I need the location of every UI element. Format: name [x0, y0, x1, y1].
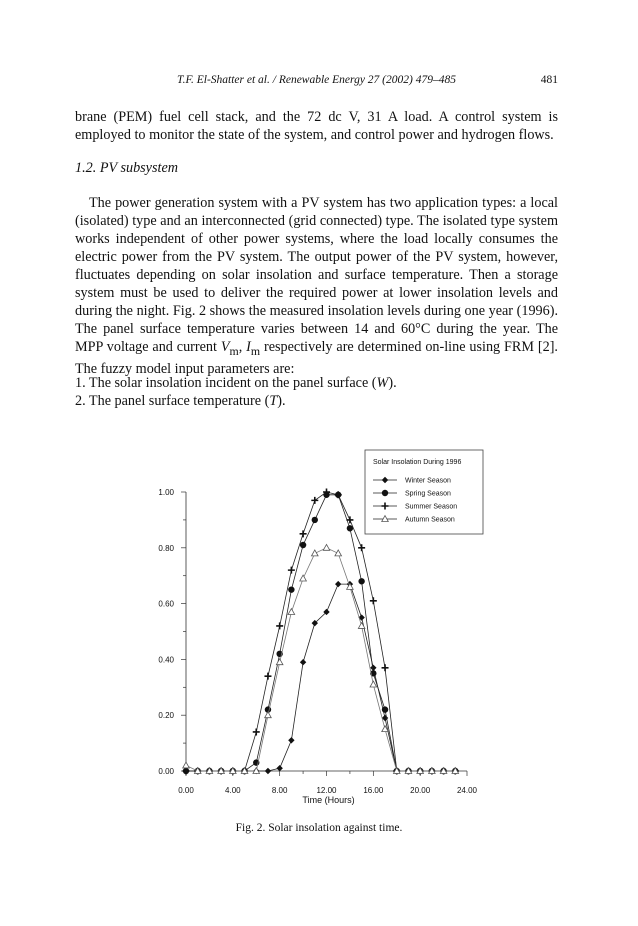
im-subscript: m: [250, 343, 261, 358]
data-point-plus: [335, 491, 342, 498]
legend-entry: Winter Season: [405, 477, 451, 485]
list-item: [75, 392, 397, 410]
list-item-1-text: 1. The solar insolation incident on the panel surface (: [75, 375, 377, 391]
data-point-diamond: [288, 737, 294, 743]
running-head: T.F. El-Shatter et al. / Renewable Energy 27 (2002) 479–485: [177, 74, 456, 86]
data-point-triangle: [335, 550, 342, 556]
data-point-plus: [288, 567, 295, 574]
data-point-plus: [264, 673, 271, 680]
data-point-triangle: [183, 762, 190, 768]
data-point-plus: [253, 728, 260, 735]
data-point-circle: [288, 586, 294, 592]
x-tick-label: 8.00: [271, 786, 288, 795]
data-point-triangle: [311, 550, 318, 556]
running-header: [75, 74, 558, 90]
paragraph-intro: [75, 108, 558, 144]
data-point-diamond: [335, 581, 341, 587]
y-tick-label: 0.40: [158, 655, 174, 665]
series-line-circle: [186, 495, 458, 771]
data-point-plus: [358, 544, 365, 551]
solar-insolation-chart: [140, 440, 490, 810]
legend-entry: Spring Season: [405, 490, 451, 498]
data-point-plus: [382, 664, 389, 671]
data-point-triangle: [323, 544, 330, 550]
legend-title: Solar Insolation During 1996: [373, 459, 462, 466]
data-point-diamond: [300, 659, 306, 665]
data-point-triangle: [265, 712, 272, 718]
list-item: [75, 374, 397, 392]
data-point-plus: [300, 530, 307, 537]
figure-caption: Fig. 2. Solar insolation against time.: [235, 822, 403, 834]
data-point-triangle: [276, 659, 283, 665]
data-point-triangle: [300, 575, 307, 581]
y-tick-label: 0.00: [158, 767, 174, 776]
y-tick-label: 1.00: [158, 488, 174, 497]
im-symbol: I: [246, 339, 251, 355]
figure-2: [140, 440, 490, 810]
paragraph-intro-text: brane (PEM) fuel cell stack, and the 72 dc V, 31 A load. A control system is employed to monitor the state of the system, and control power and hydrogen flows.: [75, 109, 558, 143]
data-point-circle: [300, 542, 306, 548]
legend-entry: Autumn Season: [405, 516, 455, 524]
series-line-diamond: [186, 584, 455, 771]
x-tick-label: 0.00: [178, 786, 194, 795]
list-item-2-end: ).: [277, 393, 286, 409]
paragraph-pv: [75, 194, 558, 378]
paragraph-pv-part2: respectively are determined on-line using FRM [2]. The fuzzy model input parameters are:: [75, 339, 558, 377]
x-tick-label: 20.00: [410, 786, 431, 795]
x-tick-label: 4.00: [225, 786, 241, 795]
list-item-2-text: 2. The panel surface temperature (: [75, 393, 270, 409]
data-point-plus: [311, 497, 318, 504]
legend-marker-circle: [382, 490, 388, 496]
vm-subscript: m: [229, 343, 239, 358]
series-line-triangle: [186, 548, 455, 771]
symbol-comma: ,: [238, 339, 247, 355]
y-tick-label: 0.20: [158, 711, 174, 721]
x-axis-label: Time (Hours): [302, 795, 355, 805]
data-point-plus: [370, 597, 377, 604]
section-heading: 1.2. PV subsystem: [75, 160, 178, 176]
y-tick-label: 0.80: [158, 543, 174, 553]
page-number: 481: [540, 74, 558, 86]
data-point-diamond: [265, 768, 271, 774]
list-item-1-end: ).: [388, 375, 397, 391]
x-tick-label: 24.00: [456, 786, 478, 795]
list-item-2-var: T: [269, 393, 278, 409]
data-point-diamond: [370, 665, 376, 671]
data-point-triangle: [370, 681, 377, 687]
data-point-plus: [183, 768, 190, 775]
data-point-diamond: [276, 765, 282, 771]
x-tick-label: 12.00: [316, 786, 337, 795]
paragraph-pv-part1: The power generation system with a PV system has two application types: a local (isolated) type and an interconnected (grid connected) type. The isolated type system works independent of other power systems, where the load locally consumes the electric power from the PV system. The output power of the PV system, however, fluctuates depending on solar insolation and surface temperature. Then a storage system must be used to deliver the required power at lower insolation levels and during the night. Fig. 2 shows the measured insolation levels during one year (1996). The panel surface temperature varies between 14 and 60°C during the year. The MPP voltage and current: [75, 195, 558, 355]
data-point-circle: [382, 706, 388, 712]
x-tick-label: 16.00: [363, 786, 384, 795]
input-parameter-list: [75, 374, 397, 410]
list-item-1-var: W: [376, 375, 389, 391]
vm-symbol: V: [220, 339, 230, 355]
y-tick-label: 0.60: [158, 599, 174, 609]
data-point-circle: [358, 578, 364, 584]
paragraph-pv-text: [75, 194, 558, 378]
data-point-circle: [312, 517, 318, 523]
data-point-triangle: [288, 609, 295, 615]
data-point-triangle: [358, 623, 365, 629]
legend-entry: Summer Season: [405, 503, 458, 511]
data-point-plus: [276, 622, 283, 629]
